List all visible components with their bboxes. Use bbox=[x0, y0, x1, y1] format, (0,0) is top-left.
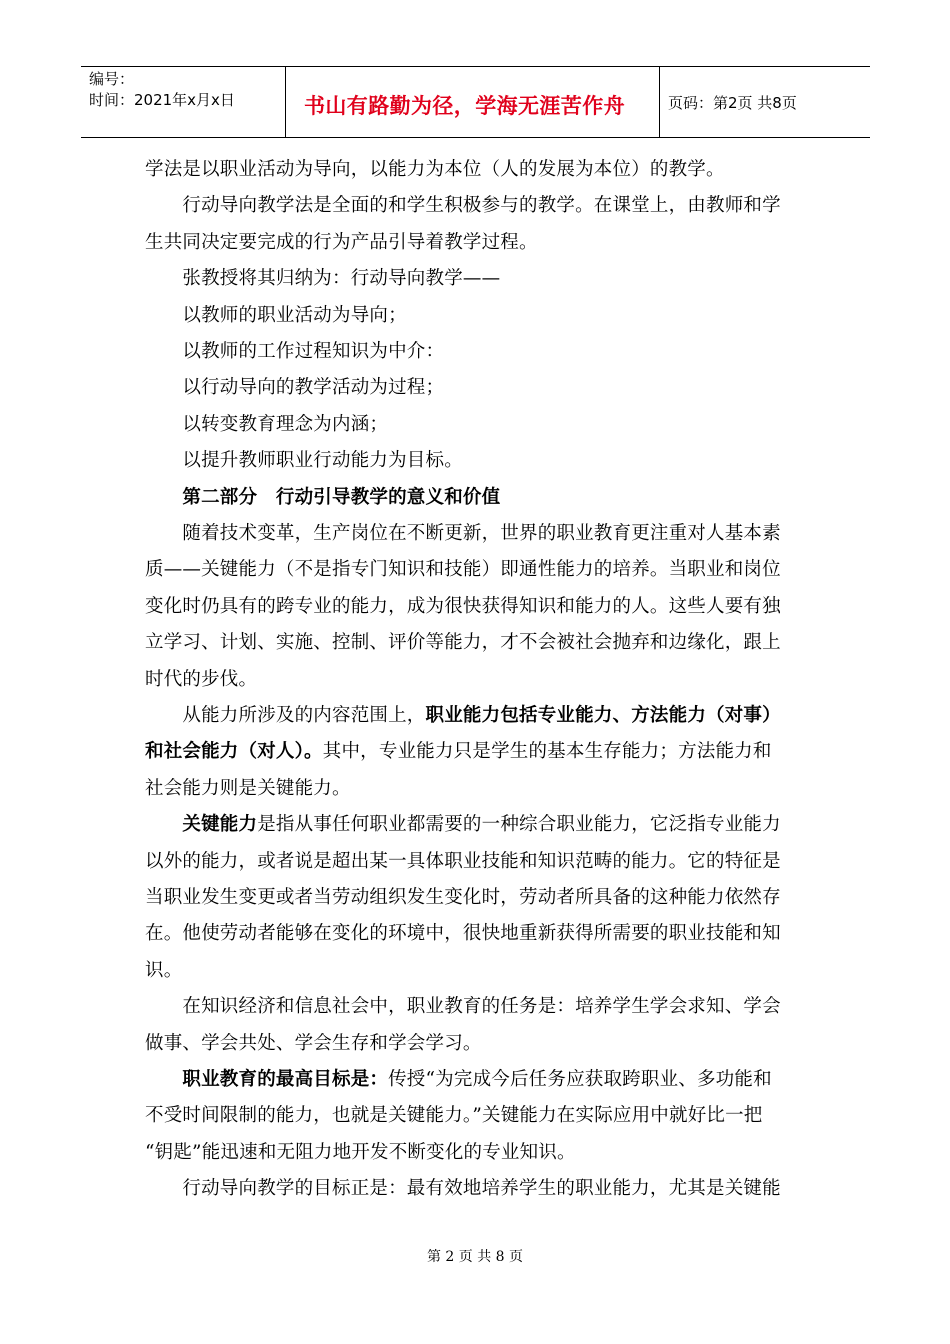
bold-text-segment: 职业教育的最高目标是： bbox=[182, 1069, 389, 1090]
text-line bbox=[145, 1138, 810, 1164]
text-line bbox=[145, 919, 810, 945]
text-segment: 从能力所涉及的内容范围上， bbox=[145, 705, 426, 726]
text-line bbox=[145, 956, 810, 982]
text-line bbox=[145, 665, 810, 691]
text-line bbox=[145, 774, 810, 800]
text-line bbox=[145, 992, 810, 1018]
text-line bbox=[145, 810, 810, 836]
text-segment: 行动导向教学法是全面的和学生积极参与的教学。在课堂上，由教师和学 bbox=[145, 195, 781, 217]
text-segment: 其中，专业能力只是学生的基本生存能力；方法能力和 bbox=[322, 741, 772, 763]
text-segment bbox=[145, 814, 182, 835]
text-line bbox=[145, 446, 810, 472]
text-line bbox=[145, 737, 810, 763]
header-page-cell bbox=[660, 67, 870, 137]
text-line bbox=[145, 701, 810, 727]
bold-text-segment: 和社会能力（对人）。 bbox=[145, 741, 323, 763]
header-page-code: 页码：第2页 共8页 bbox=[668, 94, 797, 112]
text-segment: 时代的步伐。 bbox=[145, 668, 258, 690]
bold-text-segment: 关键能力 bbox=[182, 814, 258, 836]
text-line bbox=[145, 555, 810, 581]
text-segment: 行动导向教学的目标正是：最有效地培养学生的职业能力，尤其是关键能 bbox=[145, 1178, 781, 1200]
text-line bbox=[145, 155, 810, 181]
document-number-label: 编号： bbox=[89, 70, 135, 88]
text-segment: 以外的能力，或者说是超出某一具体职业技能和知识范畴的能力。它的特征是 bbox=[145, 850, 781, 872]
text-line bbox=[145, 264, 810, 290]
text-segment: 做事、学会共处、学会生存和学会学习。 bbox=[145, 1032, 482, 1054]
text-line bbox=[145, 519, 810, 545]
text-line bbox=[145, 301, 810, 327]
text-line bbox=[145, 483, 810, 509]
text-line bbox=[145, 337, 810, 363]
text-line bbox=[145, 1101, 810, 1127]
text-line bbox=[145, 847, 810, 873]
text-segment: 当职业发生变更或者当劳动组织发生变化时，劳动者所具备的这种能力依然存 bbox=[145, 887, 781, 908]
text-segment: 张教授将其归纳为：行动导向教学—— bbox=[145, 268, 501, 290]
text-line bbox=[145, 628, 810, 654]
text-segment: 质——关键能力（不是指专门知识和技能）即通性能力的培养。当职业和岗位 bbox=[145, 559, 781, 581]
document-header bbox=[81, 66, 870, 138]
header-motto: 书山有路勤为径，学海无涯苦作舟 bbox=[304, 94, 625, 118]
text-line bbox=[145, 228, 810, 254]
text-segment: 在。他使劳动者能够在变化的环境中，很快地重新获得所需要的职业技能和知 bbox=[145, 923, 781, 945]
text-segment: 立学习、计划、实施、控制、评价等能力，才不会被社会抛弃和边缘化，跟上 bbox=[145, 632, 781, 654]
text-line bbox=[145, 1065, 810, 1091]
text-segment: 是指从事任何职业都需要的一种综合职业能力，它泛指专业能力 bbox=[257, 814, 781, 836]
text-line bbox=[145, 1174, 810, 1200]
text-segment: 学法是以职业活动为导向，以能力为本位（人的发展为本位）的教学。 bbox=[145, 159, 725, 180]
text-segment: 生共同决定要完成的行为产品引导着教学过程。 bbox=[145, 231, 538, 253]
text-segment: 以行动导向的教学活动为过程； bbox=[145, 377, 445, 399]
header-meta-cell bbox=[81, 67, 286, 137]
text-segment: 变化时仍具有的跨专业的能力，成为很快获得知识和能力的人。这些人要有独 bbox=[145, 595, 781, 617]
page-footer: 第 2 页 共 8 页 bbox=[426, 1249, 524, 1265]
document-date-label: 时间：2021年x月x日 bbox=[89, 91, 235, 109]
text-segment: 以转变教育理念为内涵； bbox=[145, 413, 389, 435]
text-line bbox=[145, 410, 810, 436]
text-segment bbox=[145, 1069, 182, 1090]
bold-text-segment: 职业能力包括专业能力、方法能力（对事） bbox=[425, 705, 781, 726]
text-segment: 以教师的职业活动为导向； bbox=[145, 304, 407, 326]
text-line bbox=[145, 592, 810, 618]
text-segment: 以教师的工作过程知识为中介： bbox=[145, 341, 445, 362]
text-segment: “钥匙”能迅速和无阻力地开发不断变化的专业知识。 bbox=[145, 1141, 576, 1163]
text-segment: 识。 bbox=[145, 959, 183, 981]
text-line bbox=[145, 191, 810, 217]
bold-text-segment: 第二部分 行动引导教学的意义和价值 bbox=[145, 486, 501, 508]
text-segment: 随着技术变革，生产岗位在不断更新，世界的职业教育更注重对人基本素 bbox=[145, 523, 781, 544]
text-segment: 社会能力则是关键能力。 bbox=[145, 777, 351, 799]
header-motto-cell bbox=[286, 67, 660, 137]
text-segment: 不受时间限制的能力，也就是关键能力。”关键能力在实际应用中就好比一把 bbox=[145, 1105, 763, 1127]
text-segment: 在知识经济和信息社会中，职业教育的任务是：培养学生学会求知、学会 bbox=[145, 996, 781, 1018]
text-line bbox=[145, 883, 810, 909]
text-line bbox=[145, 1029, 810, 1055]
text-segment: 以提升教师职业行动能力为目标。 bbox=[145, 450, 463, 472]
text-line bbox=[145, 373, 810, 399]
text-segment: 传授“为完成今后任务应获取跨职业、多功能和 bbox=[388, 1069, 772, 1090]
